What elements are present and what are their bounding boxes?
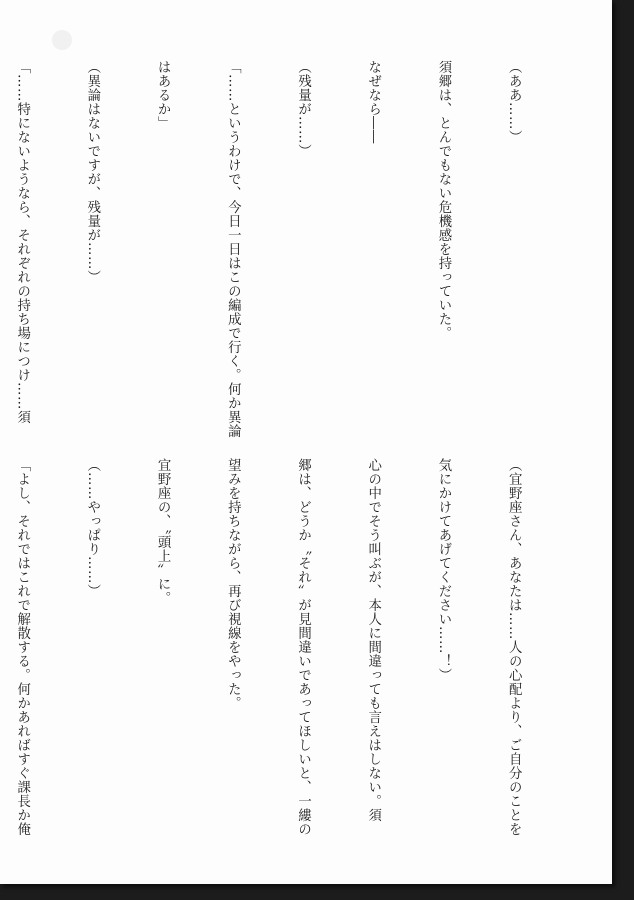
text-line: （異論はないですが、残量が……） xyxy=(84,60,100,284)
text-line: 郷は、どうか〝それ〟が見間違いであってほしいと、一縷の xyxy=(295,458,311,836)
text-line: （ああ……） xyxy=(506,60,522,144)
text-line: （残量が……） xyxy=(295,60,311,158)
text-line: （宜野座さん、あなたは……人の心配より、ご自分のことを xyxy=(506,458,522,836)
binding-hole-mark xyxy=(52,30,72,50)
upper-text-block xyxy=(0,60,572,438)
text-line: 宜野座の、〝頭上〟に。 xyxy=(155,458,171,606)
text-line: はあるか」 xyxy=(155,60,171,130)
text-line: 須郷は、とんでもない危機感を持っていた。 xyxy=(435,60,451,340)
text-line: 「……というわけで、今日一日はこの編成で行く。何か異論 xyxy=(225,60,241,438)
text-line: 「……特にないようなら、それぞれの持ち場につけ……須 xyxy=(14,60,30,424)
text-line: 心の中でそう叫ぶが、本人に間違っても言えはしない。須 xyxy=(365,458,381,822)
lower-text-block xyxy=(0,458,572,838)
text-line: 気にかけてあげてください……！） xyxy=(435,458,451,682)
text-line: （……やっぱり……） xyxy=(84,458,100,598)
text-line: 望みを持ちながら、再び視線をやった。 xyxy=(225,458,241,710)
text-line: なぜなら―― xyxy=(365,60,381,144)
text-line: 「よし、それではこれで解散する。何かあればすぐ課長か俺 xyxy=(14,458,30,836)
